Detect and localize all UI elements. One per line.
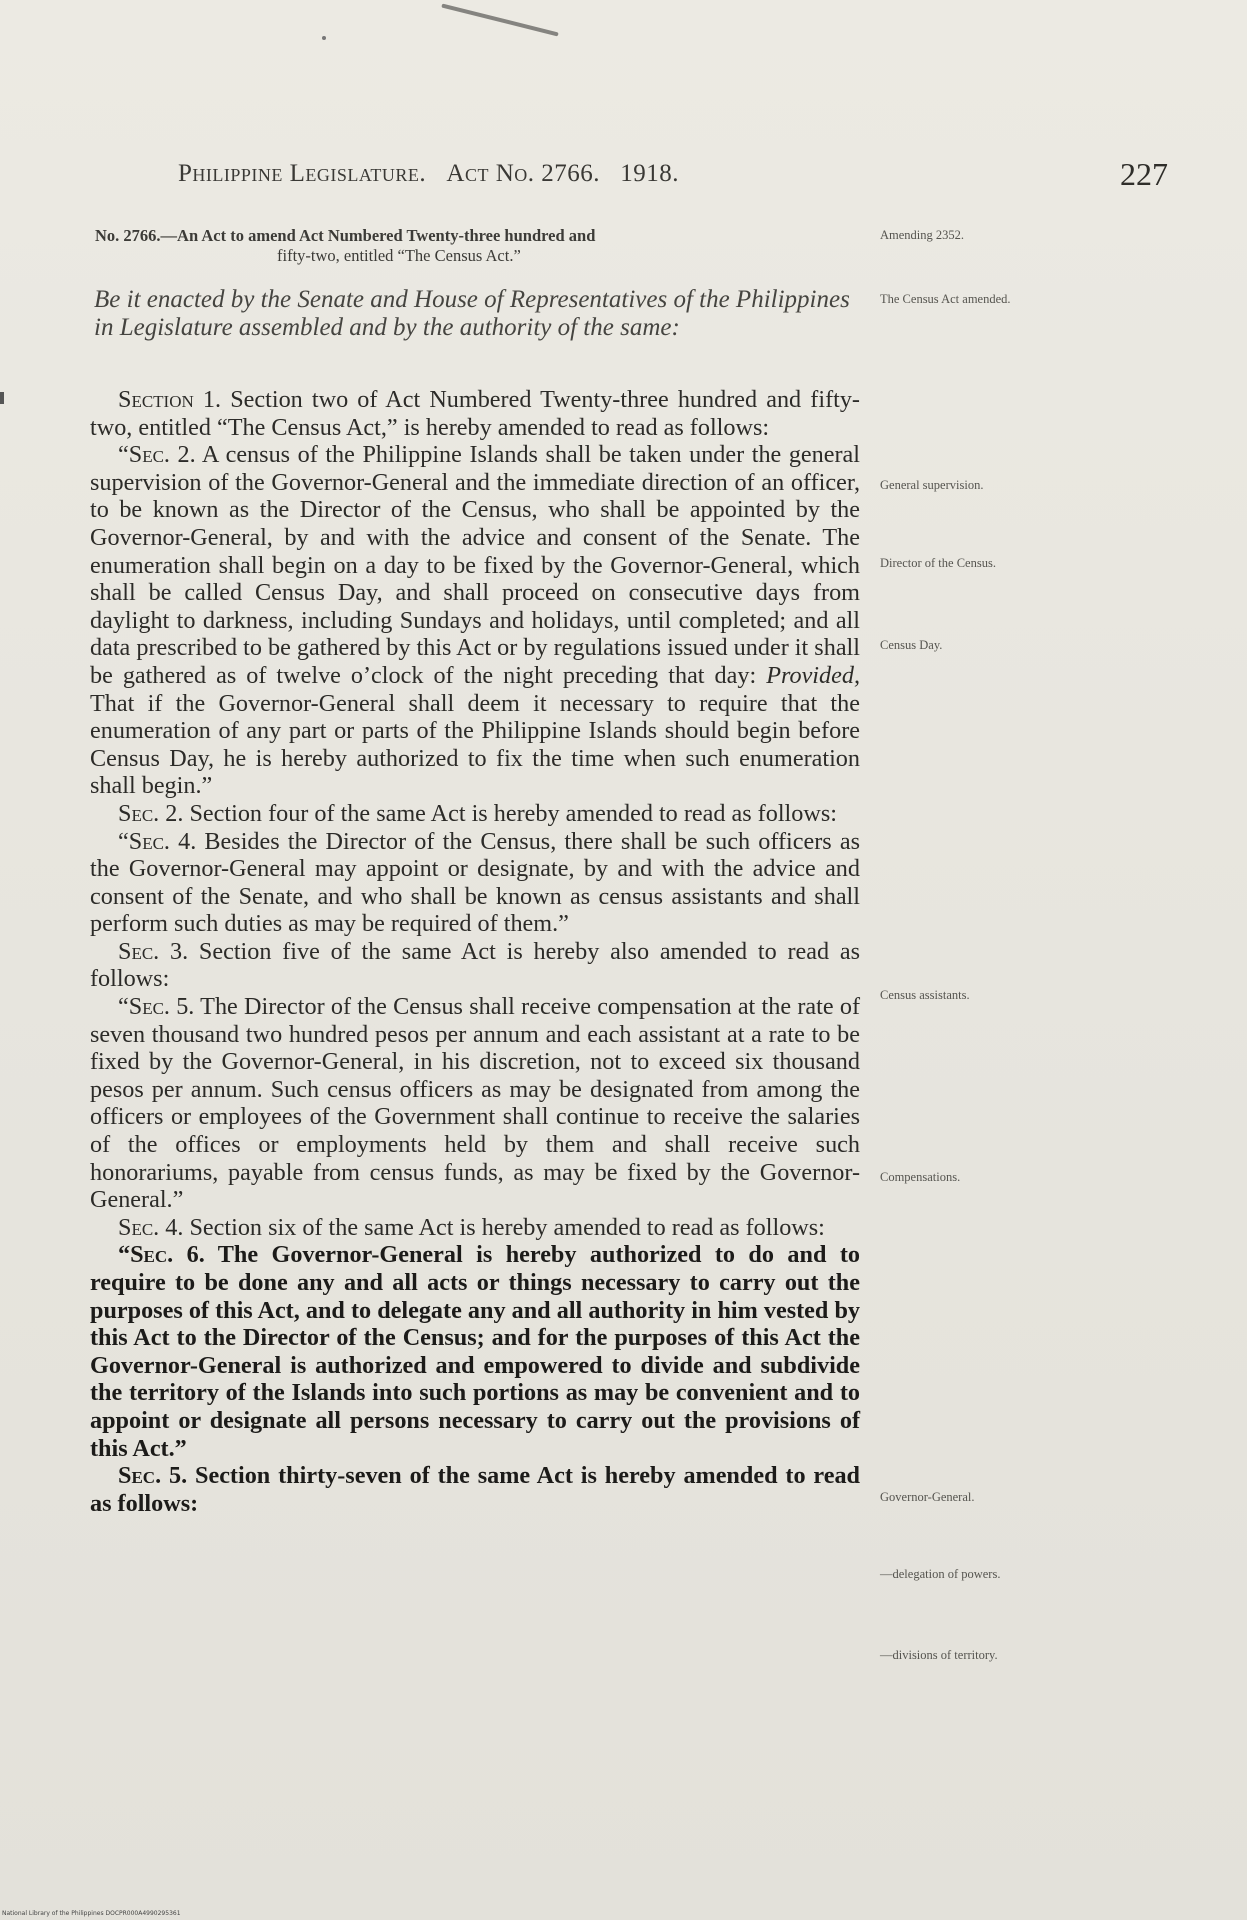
paragraph-sec-5-quoted [90, 993, 860, 1214]
margin-note-census-day: Census Day. [880, 638, 943, 652]
running-head [178, 160, 838, 188]
paragraph-section-4 [90, 1214, 860, 1242]
margin-note-divisions-of-territory: —divisions of territory. [880, 1648, 998, 1662]
paragraph-sec-2-quoted [90, 441, 860, 800]
scan-dust-mark [322, 36, 326, 40]
margin-note-director-of-census: Director of the Census. [880, 556, 996, 570]
page-number: 227 [1120, 156, 1168, 192]
section-lead: “Sec. 2. [118, 441, 196, 469]
paragraph-text: Section thirty-seven of the same Act is hereby amended to read as follows: [90, 1462, 860, 1517]
act-title-line-2: fifty-two, entitled “The Census Act.” [277, 246, 521, 265]
paragraph-text: Section two of Act Numbered Twenty-three hundred and fifty-two, entitled “The Census Act,” is hereby amended to read as follows: [90, 386, 860, 441]
margin-note-general-supervision: General supervision. [880, 478, 984, 492]
margin-note-amending: Amending 2352. [880, 228, 965, 242]
section-lead: Sec. 4. [118, 1213, 184, 1241]
running-head-year: 1918. [620, 160, 680, 187]
paragraph-text: Section five of the same Act is hereby also amended to read as follows: [90, 937, 860, 993]
paragraph-text: The Governor-General is hereby authorized to do and to require to be done any and all acts or things necessary to carry out the purposes of this Act, and to delegate any and all authority in him vested by this Act to the Director of the Census; and for the purposes of this Act the Governor-General is authorized and empowered to divide and subdivide the territory of the Islands into such portions as may be convenient and to appoint or designate all persons necessary to carry out the provisions of this Act.” [90, 1241, 860, 1462]
running-head-legislature: Philippine Legislature. [178, 160, 427, 187]
section-lead: Sec. 3. [118, 937, 189, 965]
enacting-clause: Be it enacted by the Senate and House of Representatives of the Philippines in Legislature assembled and by the authority of the same: [94, 286, 850, 341]
proviso-word: Provided, [766, 661, 860, 689]
margin-note-compensations: Compensations. [880, 1170, 961, 1184]
paragraph-text: Section four of the same Act is hereby amended to read as follows: [183, 799, 837, 827]
paragraph-text: A census of the Philippine Islands shall be taken under the general supervision of the Governor-General and the immediate direction of an officer, to be known as the Director of the Census, who shall be appointed by the Governor-General, by and with the advice and consent of the Senate. The enumeration shall begin on a day to be fixed by the Governor-General, which shall be called Census Day, and shall proceed on consecutive days from daylight to darkness, including Sundays and holidays, until completed; and all data prescribed to be gathered by this Act or by regulations issued under it shall be gathered as of twelve o’clock of the night preceding that day: [90, 441, 861, 689]
paragraph-section-5 [90, 1462, 860, 1517]
paragraph-sec-6-quoted [90, 1241, 860, 1462]
section-lead: Sec. 5. [118, 1462, 188, 1490]
running-head-act: Act No. 2766. [446, 160, 601, 187]
section-lead: “Sec. 4. [118, 827, 197, 855]
scan-scratch-mark [441, 4, 558, 37]
paragraph-text: That if the Governor-General shall deem it necessary to require that the enumeration of any part or parts of the Philippine Islands should begin before Census Day, he is hereby authorized to fix the time when such enumeration shall begin.” [90, 689, 860, 800]
margin-note-census-assistants: Census assistants. [880, 988, 970, 1002]
act-body [90, 386, 860, 1517]
paragraph-section-3 [90, 938, 860, 993]
paragraph-section-1 [90, 386, 860, 441]
section-lead: “Sec. 5. [118, 993, 195, 1021]
section-lead: Section 1. [118, 386, 222, 413]
margin-note-census-act-amended: The Census Act amended. [880, 292, 1011, 306]
section-lead: Sec. 2. [118, 799, 184, 827]
act-title-line-1: No. 2766.—An Act to amend Act Numbered Twenty-three hundred and [95, 226, 596, 245]
paragraph-sec-4-quoted [90, 828, 860, 938]
paragraph-text: Besides the Director of the Census, there shall be such officers as the Governor-General may appoint or designate, by and with the advice and consent of the Senate, and who shall be known as census assistants and shall perform such duties as may be required of them.” [90, 827, 860, 938]
section-lead: “Sec. 6. [118, 1241, 205, 1269]
act-title [95, 226, 855, 266]
paragraph-text: The Director of the Census shall receive compensation at the rate of seven thousand two hundred pesos per annum and each assistant at a rate to be fixed by the Governor-General, in his discretion, not to exceed six thousand pesos per annum. Such census officers as may be designated from among the officers or employees of the Government shall continue to receive the salaries of the offices or employments held by them and shall receive such honorariums, payable from census funds, as may be fixed by the Governor-General.” [90, 993, 860, 1214]
scan-footer-credit: National Library of the Philippines DOCPR000A4990295361 [2, 1910, 181, 1917]
scan-edge-mark [0, 392, 4, 404]
paragraph-text: Section six of the same Act is hereby amended to read as follows: [183, 1213, 825, 1241]
paragraph-section-2 [90, 800, 860, 828]
margin-note-delegation-of-powers: —delegation of powers. [880, 1567, 1001, 1581]
margin-note-governor-general: Governor-General. [880, 1490, 975, 1504]
